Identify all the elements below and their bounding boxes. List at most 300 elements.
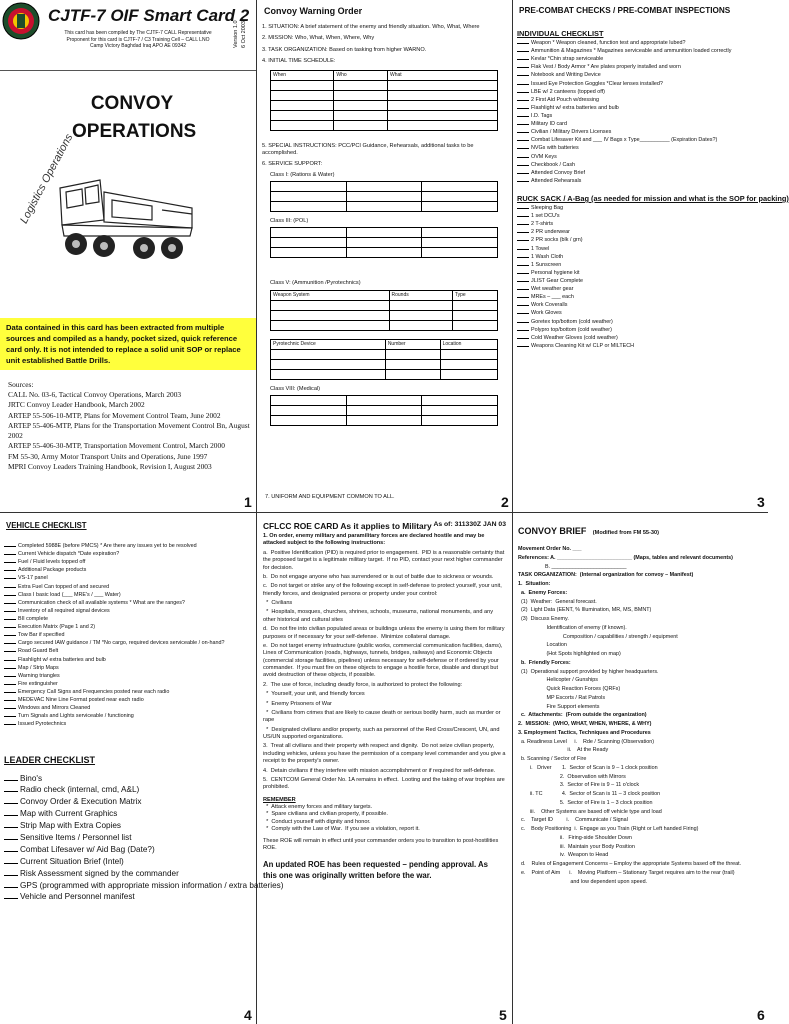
- check-blank: [4, 664, 16, 669]
- leader-item: [4, 832, 252, 844]
- check-blank: [4, 688, 16, 693]
- warning-order-title: Convoy Warning Order: [264, 6, 363, 16]
- brief-line: Fire Support elements: [518, 703, 600, 710]
- page-number: 1: [244, 494, 252, 510]
- leader-item: [4, 808, 252, 820]
- rucksack-item: [517, 318, 764, 326]
- vehicle-item: [4, 631, 252, 639]
- rucksack-item: [517, 301, 764, 309]
- check-blank: [4, 639, 16, 644]
- individual-item-label: OVM Keys: [531, 153, 557, 160]
- leader-item: [4, 891, 252, 903]
- vehicle-item-label: BII complete: [18, 615, 48, 622]
- rucksack-item-label: 1 Towel: [531, 245, 550, 252]
- leader-item-label: Vehicle and Personnel manifest: [20, 892, 135, 902]
- rucksack-item-label: Goretex top/bottom (cold weather): [531, 318, 613, 325]
- vehicle-item: [4, 566, 252, 574]
- remember-list: [263, 804, 506, 834]
- check-blank: [4, 809, 18, 816]
- rucksack-item-label: 2 PR socks (blk / grn): [531, 237, 583, 244]
- brief-line: iii. Maintain your Body Position: [518, 843, 635, 850]
- check-blank: [517, 88, 529, 93]
- check-blank: [4, 631, 16, 636]
- rucksack-item: [517, 261, 764, 269]
- vehicle-item: [4, 558, 252, 566]
- rucksack-item-label: Personal hygiene kit: [531, 269, 580, 276]
- check-blank: [517, 112, 529, 117]
- vehicle-item-label: Current Vehicle dispatch *Date expiration?: [18, 551, 120, 558]
- brief-line: MP Escorts / Rat Patrols: [518, 694, 606, 701]
- individual-item-label: Flashlight w/ extra batteries and bulb: [531, 104, 619, 111]
- check-blank: [517, 309, 529, 314]
- vehicle-item-label: Fuel / Fluid levels topped off: [18, 559, 86, 566]
- individual-item-label: Notebook and Writing Device: [531, 72, 601, 79]
- check-blank: [517, 212, 529, 217]
- check-blank: [517, 104, 529, 109]
- item-task-org: 3. TASK ORGANIZATION: Based on tasking from higher WARNO.: [262, 46, 427, 53]
- page-number: 6: [757, 1007, 765, 1023]
- check-blank: [4, 607, 16, 612]
- check-blank: [517, 153, 529, 158]
- check-blank: [517, 269, 529, 274]
- rucksack-item: [517, 342, 764, 350]
- check-blank: [4, 599, 16, 604]
- leader-item: [4, 844, 252, 856]
- class-8-label: Class VIII: (Medical): [270, 385, 321, 392]
- check-blank: [4, 583, 16, 588]
- vehicle-item-label: Extra Fuel Can topped of and secured: [18, 583, 110, 590]
- vehicle-item: [4, 688, 252, 696]
- rucksack-item-label: Work Gloves: [531, 310, 562, 317]
- individual-item: [517, 88, 764, 96]
- vehicle-item: [4, 720, 252, 728]
- rucksack-item: [517, 253, 764, 261]
- vehicle-item-label: Tow Bar if specified: [18, 632, 65, 639]
- rucksack-item: [517, 326, 764, 334]
- vehicle-checklist-title: VEHICLE CHECKLIST: [6, 521, 87, 530]
- check-blank: [517, 220, 529, 225]
- roe-paragraph: e. Do not target enemy infrastructure (public works, commercial communication facilities, dams), Lines of Communication (roads, highways, tunnels, bridges, railways) and Economic Objects (commercial storage facilities, pipelines) unless necessary for self-defense or if ordered by your commander. If you must fire on these objects to engage a hostile force, disable and disrupt but avoid destruction of these objects, if possible.: [263, 642, 504, 679]
- leader-item: [4, 880, 284, 892]
- leader-item: [4, 796, 252, 808]
- class-3-label: Class III: (POL): [270, 218, 309, 224]
- brief-line: Location: [518, 642, 567, 649]
- vehicle-item: [4, 542, 252, 550]
- check-blank: [4, 591, 16, 596]
- roe-closing: These ROE will remain in effect until your commander orders you to transition to post-hostilities ROE.: [263, 837, 499, 851]
- check-blank: [4, 833, 18, 840]
- rucksack-item: [517, 285, 764, 293]
- roe-paragraph: * Civilians from crimes that are likely to cause death or serious bodily harm, such as murder or rape: [263, 709, 503, 724]
- brief-line: (Hot Spots highlighted on map): [518, 651, 621, 657]
- class-1-table: [270, 181, 498, 212]
- vehicle-item-label: Additional Package products: [18, 567, 87, 574]
- individual-item-label: Issued Eye Protection Goggles *Clear lenses installed?: [531, 80, 663, 87]
- vehicle-item-label: Completed 5988E (before PMCS) * Are there any issues yet to be resolved: [18, 543, 197, 549]
- brief-line: Composition / capabilities / strength / equipment: [518, 633, 678, 640]
- class-1-label: Class I: (Rations & Water): [270, 171, 335, 178]
- class-5-table: Weapon System Rounds Type: [270, 290, 498, 331]
- panel-roe: [257, 513, 512, 1024]
- individual-item: [517, 144, 764, 152]
- roe-footer: An updated ROE has been requested – pending approval. As this one was originally written before the war.: [263, 860, 488, 881]
- vehicle-item: [4, 639, 252, 647]
- individual-item: [517, 80, 764, 88]
- individual-checklist: [517, 39, 764, 185]
- roe-paragraph: * Designated civilians and/or property, such as personnel of the Red Cross/Crescent, UN, and US/UN supported organizations.: [263, 726, 502, 740]
- brief-line: c. Attachments: (From outside the organization): [518, 712, 647, 719]
- brief-line: 1. Situation:: [518, 581, 551, 587]
- rucksack-item: [517, 228, 764, 236]
- roe-paragraph: 4. Detain civilians if they interfere with mission accomplishment or if required for self-defense.: [263, 767, 496, 774]
- precombat-title: PRE-COMBAT CHECKS / PRE-COMBAT INSPECTIONS: [519, 6, 731, 15]
- individual-item: [517, 71, 764, 79]
- rucksack-item-label: MREs – ___ each: [531, 294, 574, 301]
- leader-item-label: Convoy Order & Execution Matrix: [20, 797, 142, 807]
- rucksack-item-label: Work Coveralls: [531, 302, 568, 309]
- check-blank: [4, 566, 16, 571]
- vehicle-item-label: Road Guard Belt: [18, 648, 59, 655]
- check-blank: [4, 712, 16, 717]
- individual-item: [517, 47, 764, 55]
- roe-asof: As of: 311330Z JAN 03: [433, 521, 506, 528]
- vehicle-item: [4, 607, 252, 615]
- check-blank: [517, 177, 529, 182]
- roe-header: [263, 521, 506, 531]
- rucksack-item-label: Sleeping Bag: [531, 204, 564, 211]
- class-5-label: Class V: (Ammunition /Pyrotechnics): [270, 280, 361, 287]
- vehicle-item-label: Issued Pyrotechnics: [18, 721, 67, 728]
- individual-item-label: 2 First Aid Pouch w/dressing: [531, 96, 600, 103]
- disclaimer-box: Data contained in this card has been extracted from multiple sources and compiled as a handy, pocket sized, quick reference card only. It is not intended to replace a solid unit SOP or replace unit established Battle Drills.: [0, 318, 256, 370]
- check-blank: [517, 318, 529, 323]
- brief-line: a. Enemy Forces:: [518, 589, 568, 596]
- check-blank: [517, 245, 529, 250]
- panel-convoy-brief: [513, 513, 768, 1024]
- check-blank: [4, 845, 18, 852]
- check-blank: [517, 55, 529, 60]
- vehicle-item: [4, 696, 252, 704]
- brief-line: c. Target ID i. Communicate / Signal: [518, 817, 628, 824]
- vehicle-item: [4, 550, 252, 558]
- rucksack-checklist: [517, 204, 764, 350]
- individual-item-label: Civilian / Military Drivers Licenses: [531, 129, 612, 136]
- sources: Sources: CALL No. 03-6, Tactical Convoy Operations, March 2003 JRTC Convoy Leader Handbook, March 2002 ARTEP 55-506-10-MTP, Plans for Movement Control Team, June 2002 ARTEP 55-406-MTP, Plans for the Transportation Movement Control Bn, August 2002 ARTEP 55-406-30-MTP, Transportation Movement Control, March 2000 FM 55-30, Army Motor Transport Units and Operations, June 1997 MPRI Convoy Leaders Training Handbook, Revision I, August 2003: [8, 380, 250, 471]
- check-blank: [517, 128, 529, 133]
- vehicle-item: [4, 647, 252, 655]
- individual-item: [517, 39, 764, 47]
- brief-line: TASK ORGANIZATION: (Internal organization for convoy – Manifest): [518, 572, 694, 579]
- leader-item-label: Radio check (internal, cmd, A&L): [20, 785, 140, 795]
- individual-item: [517, 96, 764, 104]
- brief-line: iv. Weapon to Head: [518, 852, 609, 859]
- rucksack-item-label: Polypro top/bottom (cold weather): [531, 326, 612, 333]
- individual-item: [517, 169, 764, 177]
- brief-line: 3. Sector of Fire is 9 – 11 o'clock: [518, 782, 640, 789]
- rucksack-item: [517, 309, 764, 317]
- leader-item-label: Risk Assessment signed by the commander: [20, 868, 179, 878]
- brief-line: ii. TC 4. Sector of Scan is 11 – 3 clock position: [518, 791, 661, 797]
- page-number: 3: [757, 494, 765, 510]
- individual-item-label: LBE w/ 2 canteens (topped off): [531, 88, 605, 95]
- check-blank: [517, 204, 529, 209]
- check-blank: [517, 120, 529, 125]
- brief-header: [518, 521, 763, 539]
- check-blank: [517, 96, 529, 101]
- leader-item-label: Map with Current Graphics: [20, 809, 118, 819]
- roe-intro: 1. On order, enemy military and paramilitary forces are declared hostile and may be attacked subject to the following instructions:: [263, 533, 485, 547]
- leader-item: [4, 773, 252, 785]
- brief-note: (Modified from FM 55-30): [592, 530, 659, 536]
- roe-paragraph: * Hospitals, mosques, churches, shrines, schools, museums, national monuments, and any other historical and cultural sites: [263, 609, 495, 623]
- rucksack-item: [517, 293, 764, 301]
- vehicle-item-label: MEDEVAC Nine Line Format posted near each radio: [18, 697, 144, 704]
- roe-paragraph: b. Do not engage anyone who has surrendered or is out of battle due to sickness or wounds.: [263, 573, 494, 580]
- remember-item: * Attack enemy forces and military targets.: [263, 804, 373, 810]
- vehicle-checklist: [4, 542, 252, 729]
- vehicle-item: [4, 615, 252, 623]
- check-blank: [4, 574, 16, 579]
- roe-paragraph: * Yourself, your unit, and friendly forces: [263, 691, 365, 698]
- individual-item: [517, 55, 764, 63]
- vehicle-item-label: Flashlight w/ extra batteries and bulb: [18, 656, 106, 663]
- check-blank: [4, 892, 18, 899]
- individual-item-label: NVGs with batteries: [531, 145, 579, 152]
- rucksack-item-label: 1 Wash Cloth: [531, 253, 564, 260]
- vehicle-item: [4, 591, 252, 599]
- individual-item: [517, 120, 764, 128]
- check-blank: [4, 542, 16, 547]
- individual-item-label: Weapon * Weapon cleaned, function test and appropriate lubed?: [531, 40, 686, 46]
- check-blank: [517, 47, 529, 52]
- check-blank: [517, 228, 529, 233]
- roe-paragraph: * Civilians: [263, 600, 293, 606]
- compiled-by: This card has been compiled by The CJTF-7 CALL Representative Proponent for this card is CJTF-7 / C3 Training Cell – CALL LNO Camp Victory Baghdad Iraq APO AE 09342: [64, 30, 212, 49]
- vehicle-item-label: Emergency Call Signs and Frequencies posted near each radio: [18, 688, 170, 695]
- brief-lines: [518, 545, 763, 886]
- individual-item-label: Flak Vest / Body Armor * Are plates properly installed and worn: [531, 64, 681, 71]
- check-blank: [4, 774, 18, 781]
- brief-line: References: A. _________________________ (Maps, tables and relevant documents): [518, 554, 733, 561]
- panel-cover: [0, 0, 256, 512]
- brief-line: (1) Weather: General forecast.: [518, 598, 597, 605]
- roe-paragraphs: [263, 550, 506, 792]
- check-blank: [517, 144, 529, 149]
- brief-line: b. Scanning / Sector of Fire: [518, 756, 587, 762]
- brief-line: 3. Employment Tactics, Techniques and Procedures: [518, 729, 651, 736]
- rucksack-item-label: Cold Weather Gloves (cold weather): [531, 334, 618, 341]
- vehicle-item: [4, 623, 252, 631]
- roe-paragraph: 3. Treat all civilians and their property with respect and dignity. Do not seize civilian property, including vehicles, unless you have the permission of a company level commander and you give a receipt to the property's owner.: [263, 743, 508, 765]
- roe-paragraph: a. Positive Identification (PID) is required prior to engagement. PID is a reasonable certainty that the proposed target is a legitimate military target. If no PID, contact your next higher commander for decision.: [263, 549, 506, 571]
- check-blank: [517, 326, 529, 331]
- rucksack-item-label: Wet weather gear: [531, 286, 574, 293]
- subject-title: CONVOY OPERATIONS: [72, 93, 197, 142]
- roe-paragraph: d. Do not fire into civilian populated areas or buildings unless the enemy is using them for military purposes or if necessary for your self-defense. Minimize collateral damage.: [263, 626, 507, 640]
- vehicle-item-label: Windows and Mirrors Cleaned: [18, 705, 91, 712]
- vehicle-item-label: Class I basic load (___ MRE's / ___ Water): [18, 591, 121, 598]
- vehicle-item: [4, 704, 252, 712]
- brief-line: b. Friendly Forces:: [518, 659, 571, 666]
- check-blank: [4, 615, 16, 620]
- remember-title: REMEMBER: [263, 796, 296, 803]
- remember-item: * Spare civilians and civilian property, if possible.: [263, 811, 388, 818]
- vehicle-item: [4, 574, 252, 582]
- rucksack-item: [517, 269, 764, 277]
- check-blank: [517, 293, 529, 298]
- brief-title: CONVOY BRIEF: [518, 526, 587, 536]
- check-blank: [517, 277, 529, 282]
- individual-item: [517, 128, 764, 136]
- item-uniform: 7. UNIFORM AND EQUIPMENT COMMON TO ALL.: [265, 494, 395, 500]
- brief-line: iii. Other Systems are based off vehicle type and load: [518, 808, 662, 815]
- rucksack-item-label: 2 T-shirts: [531, 221, 554, 228]
- vehicle-item: [4, 712, 252, 720]
- check-blank: [4, 869, 18, 876]
- rucksack-title: RUCK SACK / A-Bag (as needed for mission and what is the SOP for packing): [517, 193, 789, 203]
- rucksack-item: [517, 236, 764, 244]
- vehicle-item-label: Inventory of all required signal devices: [18, 607, 110, 614]
- check-blank: [4, 680, 16, 685]
- check-blank: [4, 720, 16, 725]
- check-blank: [517, 236, 529, 241]
- check-blank: [517, 285, 529, 290]
- page-number: 5: [499, 1007, 507, 1023]
- individual-item: [517, 104, 764, 112]
- check-blank: [517, 80, 529, 85]
- pyro-table: Pyrotechnic Device Number Location: [270, 339, 498, 380]
- individual-item-label: Attended Convoy Brief: [531, 169, 585, 176]
- check-blank: [4, 656, 16, 661]
- class-8-table: [270, 395, 498, 426]
- check-blank: [517, 261, 529, 266]
- vehicle-item-label: VS-17 panel: [18, 575, 48, 582]
- rucksack-item: [517, 245, 764, 253]
- panel-warning-order: [257, 0, 512, 512]
- rucksack-item: [517, 204, 764, 212]
- individual-item-label: Checkbook / Cash: [531, 161, 576, 168]
- rucksack-item-label: 2 PR underwear: [531, 229, 570, 236]
- vehicle-item-label: Communication check of all available systems * What are the ranges?: [18, 599, 185, 606]
- check-blank: [517, 161, 529, 166]
- remember-item: * Comply with the Law of War. If you see a violation, report it.: [263, 826, 420, 833]
- individual-item: [517, 161, 764, 169]
- individual-item-label: Combat Lifesaver Kit and ___ IV Bags x Type__________ (Expiration Dates?): [531, 137, 718, 144]
- check-blank: [517, 136, 529, 141]
- check-blank: [4, 857, 18, 864]
- leader-item-label: Combat Lifesaver w/ Aid Bag (Date?): [20, 844, 155, 854]
- individual-item-label: Kevlar *Chin strap serviceable: [531, 56, 604, 63]
- brief-line: Identification of enemy (if known).: [518, 624, 627, 631]
- check-blank: [4, 672, 16, 677]
- check-blank: [517, 342, 529, 347]
- check-blank: [517, 334, 529, 339]
- vehicle-item: [4, 672, 252, 680]
- leader-item: [4, 856, 252, 868]
- check-blank: [4, 550, 16, 555]
- side-label: Logistics Operations: [18, 131, 76, 226]
- brief-line: Quick Reaction Forces (QRFs): [518, 686, 621, 692]
- brief-line: and low dependent upon speed.: [518, 878, 648, 885]
- check-blank: [517, 71, 529, 76]
- vehicle-item-label: Turn Signals and Lights serviceable / functioning: [18, 713, 134, 720]
- vehicle-item: [4, 664, 252, 672]
- individual-item: [517, 177, 764, 185]
- leader-checklist-title: LEADER CHECKLIST: [4, 754, 96, 765]
- brief-line: a. Readiness Level i. Rde / Scanning (Observation): [518, 738, 655, 745]
- check-blank: [517, 169, 529, 174]
- vehicle-item-label: Warning triangles: [18, 672, 60, 679]
- version-label: Version 1.0 6 Oct 2003: [233, 20, 247, 48]
- rucksack-item: [517, 277, 764, 285]
- leader-item-label: GPS (programmed with appropriate mission information / extra batteries): [20, 880, 284, 890]
- vehicle-item-label: Map / Strip Maps: [18, 664, 59, 671]
- brief-line: e. Point of Aim i. Moving Platform – Stationary Target requires aim to the rear (trail): [518, 869, 735, 876]
- leader-item-label: Strip Map with Extra Copies: [20, 821, 122, 831]
- roe-paragraph: 5. CENTCOM General Order No. 1A remains in effect. Looting and the taking of war trophies are prohibited.: [263, 776, 507, 791]
- brief-line: i. Driver 1. Sector of Scan is 9 – 1 clock position: [518, 764, 658, 771]
- individual-item: [517, 112, 764, 120]
- check-blank: [4, 623, 16, 628]
- check-blank: [4, 881, 18, 888]
- vehicle-item: [4, 656, 252, 664]
- check-blank: [4, 785, 18, 792]
- vehicle-item-label: Fire extinguisher: [18, 680, 58, 687]
- rucksack-item: [517, 212, 764, 220]
- check-blank: [4, 647, 16, 652]
- brief-line: (3) Discuss Enemy.: [518, 616, 569, 622]
- class-3-table: [270, 227, 498, 258]
- brief-line: (2) Light Data (EENT, % Illumination, MR, MS, BMNT): [518, 607, 652, 614]
- leader-item-label: Sensitive Items / Personnel list: [20, 832, 132, 842]
- vehicle-item: [4, 599, 252, 607]
- roe-paragraph: c. Do not target or strike any of the following except in self-defense to protect yourself, your unit, friendly forces, and designated persons or property under your control:: [263, 583, 504, 597]
- unit-emblem-icon: [2, 2, 40, 40]
- page-number: 2: [501, 494, 509, 510]
- panel-precombat: [513, 0, 789, 512]
- item-schedule: 4. INITIAL TIME SCHEDULE:: [262, 58, 336, 65]
- check-blank: [4, 558, 16, 563]
- leader-item-label: Current Situation Brief (Intel): [20, 856, 124, 866]
- vehicle-item-label: Execution Matrix (Page 1 and 2): [18, 624, 96, 631]
- check-blank: [4, 821, 18, 828]
- individual-item-label: Military ID card: [531, 121, 567, 128]
- item-service: 6. SERVICE SUPPORT:: [262, 161, 323, 168]
- brief-line: Helicopter / Gunships: [518, 677, 598, 684]
- individual-checklist-title: INDIVIDUAL CHECKLIST: [517, 29, 604, 38]
- remember-item: * Conduct yourself with dignity and honor.: [263, 818, 371, 825]
- check-blank: [517, 39, 529, 44]
- item-special: 5. SPECIAL INSTRUCTIONS: PCC/PCI Guidance, Rehearsals, additional tasks to be accomplished.: [262, 142, 474, 156]
- individual-item: [517, 63, 764, 71]
- brief-line: Movement Order No. ___: [518, 546, 582, 552]
- individual-item: [517, 136, 764, 144]
- brief-line: 2. Observation with Mirrors: [518, 773, 626, 780]
- vehicle-item: [4, 680, 252, 688]
- vehicle-item: [4, 583, 252, 591]
- individual-item-label: I.D. Tags: [531, 112, 553, 119]
- roe-paragraph: 2. The use of force, including deadly force, is authorized to protect the following:: [263, 681, 463, 688]
- brief-line: ii. Firing-side Shoulder Down: [518, 834, 632, 841]
- individual-item-label: Attended Rehearsals: [531, 177, 582, 184]
- brief-line: 2. MISSION: (WHO, WHAT, WHEN, WHERE, & WHY): [518, 721, 652, 727]
- item-situation: 1. SITUATION: A brief statement of the enemy and friendly situation. Who, What, Where: [262, 24, 480, 30]
- brief-line: d. Rules of Engagement Concerns – Employ the appropriate Systems based off the threat.: [518, 861, 742, 867]
- roe-title: CFLCC ROE CARD As it applies to Military: [263, 521, 432, 531]
- leader-item-label: Bino's: [20, 773, 43, 783]
- leader-item: [4, 784, 252, 796]
- individual-item: [517, 153, 764, 161]
